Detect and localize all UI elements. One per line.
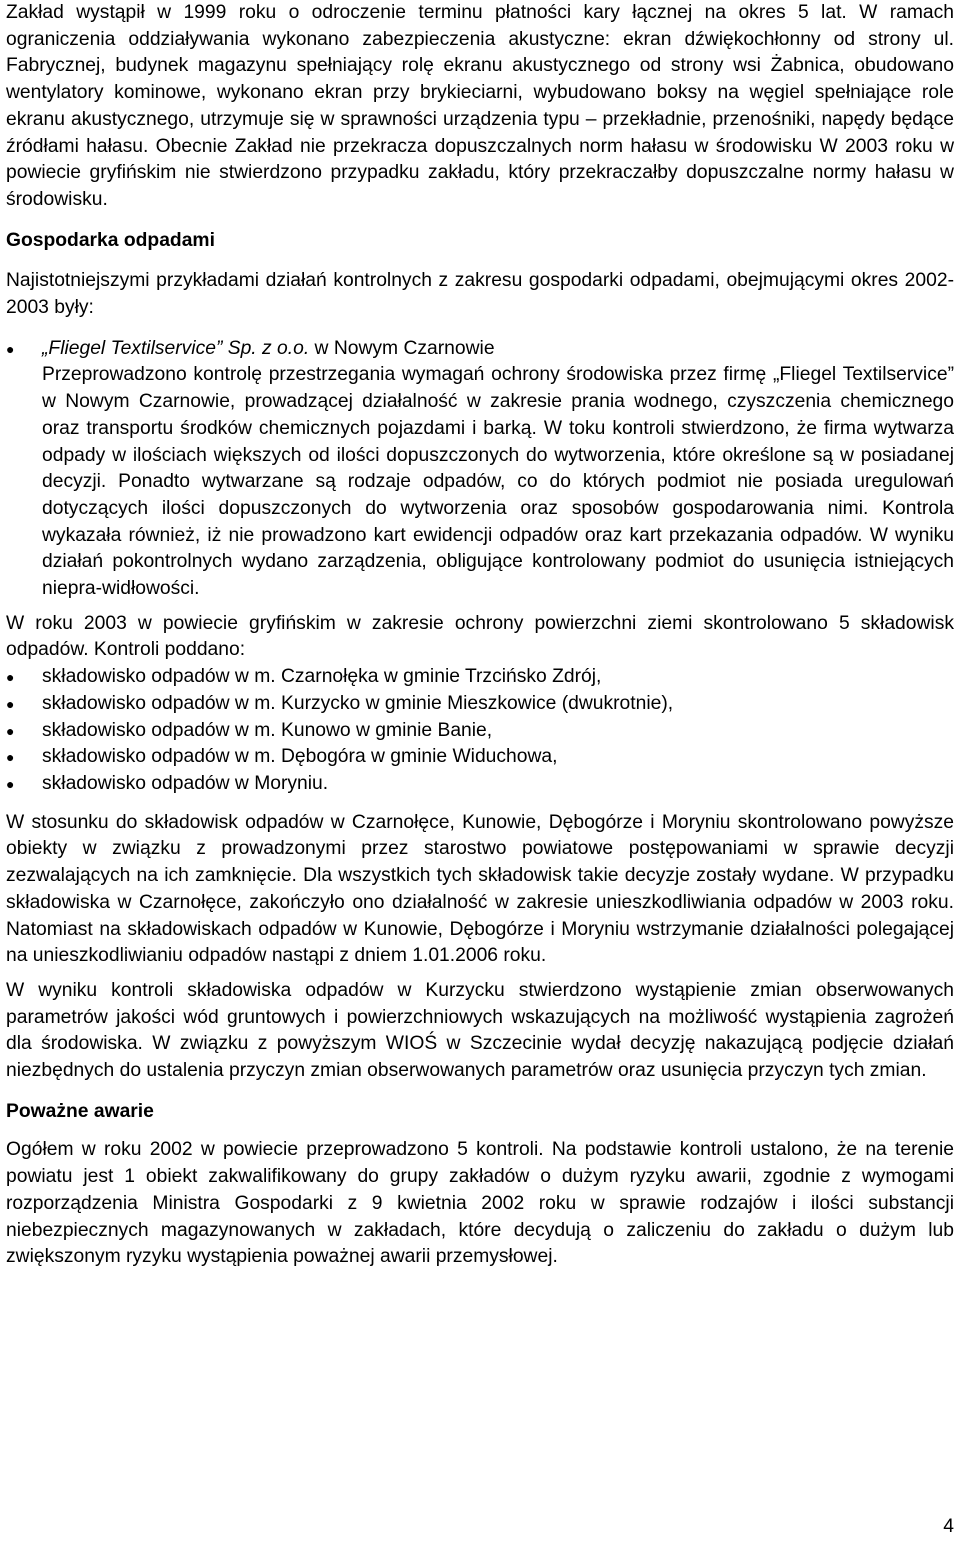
landfill-item-text: składowisko odpadów w m. Czarnołęka w gminie Trzcińsko Zdrój, <box>42 666 602 688</box>
landfill-item-text: składowisko odpadów w m. Kurzycko w gminie Mieszkowice (dwukrotnie), <box>42 692 674 714</box>
waste-intro-paragraph: Najistotniejszymi przykładami działań kontrolnych z zakresu gospodarki odpadami, obejmującymi okres 2002-2003 były: <box>6 270 954 319</box>
landfill-item-text: składowisko odpadów w Moryniu. <box>42 772 329 794</box>
company-title <box>42 336 954 363</box>
landfill-list-item <box>6 718 954 745</box>
bullet-icon: ● <box>6 340 15 357</box>
landfill-item-text: składowisko odpadów w m. Kunowo w gminie Banie, <box>42 719 493 741</box>
landfill-closing-paragraph: W stosunku do składowisk odpadów w Czarnołęce, Kunowie, Dębogórze i Moryniu skontrolowano powyższe obiekty w związku z prowadzonymi przez starostwo powiatowe postępowaniami w sprawie decyzji zezwalających na ich zamknięcie. Dla wszystkich tych składowisk takie decyzje zostały wydane. W przypadku składowiska w Czarnołęce, zakończyło ono działalność w zakresie unieszkodliwiania odpadów w 2003 roku. Natomiast na składowiskach odpadów w Kunowie, Dębogórze i Moryniu wstrzymanie działalności polegającej na unieszkodliwianiu odpadów nastąpi z dniem 1.01.2006 roku. <box>6 811 954 967</box>
company-list-item <box>6 336 954 603</box>
bullet-icon: ● <box>6 722 15 739</box>
company-name: „Fliegel Textilservice” Sp. z o.o. <box>42 337 310 359</box>
bullet-icon: ● <box>6 695 15 712</box>
landfill-list-item <box>6 691 954 718</box>
landfill-list <box>6 664 954 798</box>
section-heading-accidents: Poważne awarie <box>6 1100 154 1122</box>
noise-paragraph: Zakład wystąpił w 1999 roku o odroczenie terminu płatności kary łącznej na okres 5 lat. W ramach ograniczenia oddziaływania wykonano zabezpieczenia akustyczne: ekran dźwiękochłonny od strony ul. Fabrycznej, budynek magazynu spełniający rolę ekranu akustycznego od strony wsi Żabnica, obudowano wentylatory kominowe, wykonano ekran przy brykieciarni, wybudowano boksy na węgiel spełniające role ekranu akustycznego, utrzymuje się w sprawności urządzenia typu – przekładnie, przenośniki, napędy będące źródłami hałasu. Obecnie Zakład nie przekracza dopuszczalnych norm hałasu w środowisku W 2003 roku w powiecie gryfińskim nie stwierdzono przypadku zakładu, który przekraczałby dopuszczalne normy hałasu w środowisku. <box>6 2 954 210</box>
landfill-list-item <box>6 664 954 691</box>
accidents-paragraph: Ogółem w roku 2002 w powiecie przeprowadzono 5 kontroli. Na podstawie kontroli ustalono, że na terenie powiatu jest 1 obiekt zakwalifikowany do grupy zakładów o dużym ryzyku awarii, zgodnie z wymogami rozporządzenia Ministra Gospodarki z 9 kwietnia 2002 roku w sprawie rodzajów i ilości substancji niebezpiecznych magazynowanych w zakładach, które decydują o zaliczeniu do zakładu o dużym lub zwiększonym ryzyku wystąpienia poważnej awarii przemysłowej. <box>6 1139 954 1268</box>
company-inspection-text: Przeprowadzono kontrolę przestrzegania wymagań ochrony środowiska przez firmę „Fliegel Textilservice” w Nowym Czarnowie, prowadzącej działalność w zakresie prania wodnego, czyszczenia chemicznego oraz transportu środków chemicznych pojazdami i barką. W toku kontroli stwierdzono, że firma wytwarza odpady w ilościach większych od ilości dopuszczonych do wytworzenia, które określone są w posiadanej decyzji. Ponadto wytwarzane są rodzaje odpadów, co do których podmiot nie posiada uregulowań dotyczących ilości dopuszczonych do wytworzenia oraz sposobów gospodarowania nimi. Kontrola wykazała również, iż nie prowadzono kart ewidencji odpadów oraz kart przekazania odpadów. W wyniku działań pokontrolnych wydano zarządzenia, obligujące kontrolowany podmiot do usunięcia istniejących niepra-widłowości. <box>42 364 954 600</box>
document-page <box>6 0 954 1271</box>
bullet-icon: ● <box>6 669 15 686</box>
landfill-item-text: składowisko odpadów w m. Dębogóra w gminie Widuchowa, <box>42 746 558 768</box>
bullet-icon: ● <box>6 749 15 766</box>
landfill-intro-paragraph: W roku 2003 w powiecie gryfińskim w zakresie ochrony powierzchni ziemi skontrolowano 5 składowisk odpadów. Kontroli poddano: <box>6 612 954 661</box>
landfill-list-item <box>6 771 954 798</box>
page-number: 4 <box>943 1516 954 1537</box>
section-heading-waste: Gospodarka odpadami <box>6 229 215 251</box>
company-location: w Nowym Czarnowie <box>309 337 495 359</box>
kurzycko-paragraph: W wyniku kontroli składowiska odpadów w Kurzycku stwierdzono wystąpienie zmian obserwowanych parametrów jakości wód gruntowych i powierzchniowych wskazujących na możliwość wystąpienia zagrożeń dla środowiska. W związku z powyższym WIOŚ w Szczecinie wydał decyzję nakazującą podjęcie działań niezbędnych do ustalenia przyczyn zmian obserwowanych parametrów oraz usunięcia przyczyn tych zmian. <box>6 979 954 1082</box>
landfill-list-item <box>6 744 954 771</box>
bullet-icon: ● <box>6 775 15 792</box>
company-list <box>6 336 954 603</box>
